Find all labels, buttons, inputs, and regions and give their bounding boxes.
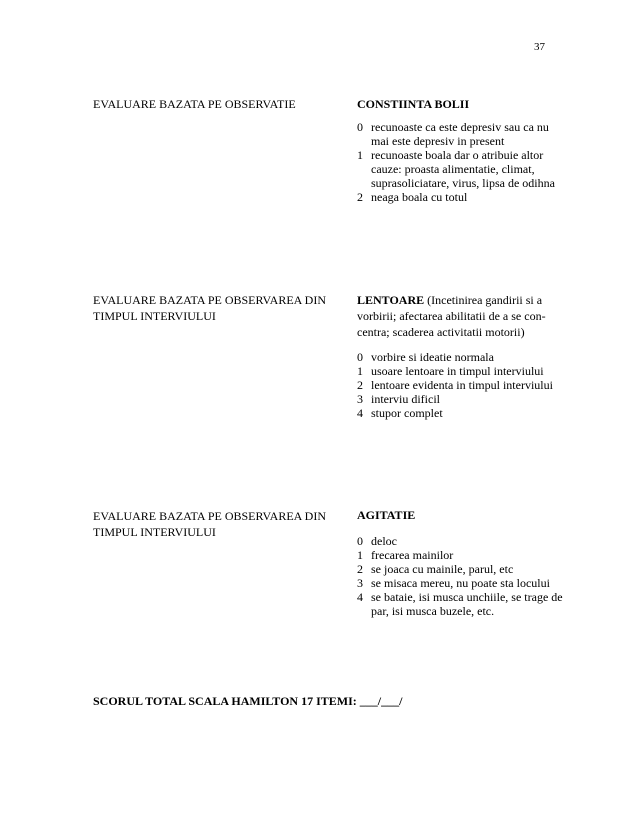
item-text: interviu dificil — [371, 392, 440, 406]
list-item — [357, 350, 565, 364]
score-list — [357, 120, 565, 204]
item-score: 2 — [357, 190, 363, 204]
item-text: stupor complet — [371, 406, 443, 420]
item-text: se misaca mereu, nu poate sta locului — [371, 576, 550, 590]
total-score-label: SCORUL TOTAL SCALA HAMILTON 17 ITEMI: — [93, 694, 357, 708]
item-score: 1 — [357, 548, 363, 562]
item-score: 2 — [357, 562, 363, 576]
section-heading-paragraph — [357, 292, 565, 340]
section-interview-label: EVALUARE BAZATA PE OBSERVAREA DIN TIMPUL INTERVIULUI — [93, 509, 326, 539]
list-item — [357, 562, 565, 576]
section-title: CONSTIINTA BOLII — [357, 97, 470, 111]
list-item — [357, 190, 565, 204]
item-text: se bataie, isi musca unchiile, se trage de par, isi musca buzele, etc. — [371, 590, 563, 618]
item-text: se joaca cu mainile, parul, etc — [371, 562, 514, 576]
item-score: 1 — [357, 148, 363, 162]
section-description: (Incetinirea gandirii si a vorbirii; afectarea abilitatii de a se con-centra; scaderea activitatii motorii) — [357, 293, 546, 339]
page-number: 37 — [534, 41, 545, 53]
section-observation-label: EVALUARE BAZATA PE OBSERVATIE — [93, 97, 296, 111]
score-list — [357, 350, 565, 420]
item-text: usoare lentoare in timpul interviului — [371, 364, 544, 378]
item-score: 2 — [357, 378, 363, 392]
list-item — [357, 590, 565, 618]
list-item — [357, 576, 565, 590]
section-title: LENTOARE — [357, 293, 425, 307]
section-title: AGITATIE — [357, 508, 416, 522]
list-item — [357, 392, 565, 406]
list-item — [357, 148, 565, 190]
list-item — [357, 548, 565, 562]
section-slowness — [357, 292, 565, 420]
list-item — [357, 364, 565, 378]
list-item — [357, 378, 565, 392]
list-item — [357, 406, 565, 420]
item-score: 4 — [357, 590, 363, 604]
item-score: 3 — [357, 576, 363, 590]
item-score: 3 — [357, 392, 363, 406]
item-score: 0 — [357, 120, 363, 134]
item-text: neaga boala cu totul — [371, 190, 468, 204]
item-score: 1 — [357, 364, 363, 378]
item-text: recunoaste ca este depresiv sau ca nu mai este depresiv in present — [371, 120, 549, 148]
item-text: deloc — [371, 534, 397, 548]
list-item — [357, 120, 565, 148]
section-agitation — [357, 508, 565, 618]
item-text: recunoaste boala dar o atribuie altor cauze: proasta alimentatie, climat, suprasoliciatare, virus, lipsa de odihna — [371, 148, 555, 190]
section-interview-label: EVALUARE BAZATA PE OBSERVAREA DIN TIMPUL INTERVIULUI — [93, 293, 326, 323]
section-insight — [357, 97, 565, 204]
item-score: 0 — [357, 350, 363, 364]
item-score: 4 — [357, 406, 363, 420]
list-item — [357, 534, 565, 548]
total-score-line — [93, 694, 402, 708]
score-list — [357, 534, 565, 618]
item-text: vorbire si ideatie normala — [371, 350, 494, 364]
total-score-blank: ___/___/ — [359, 694, 403, 708]
item-score: 0 — [357, 534, 363, 548]
item-text: lentoare evidenta in timpul interviului — [371, 378, 553, 392]
item-text: frecarea mainilor — [371, 548, 454, 562]
